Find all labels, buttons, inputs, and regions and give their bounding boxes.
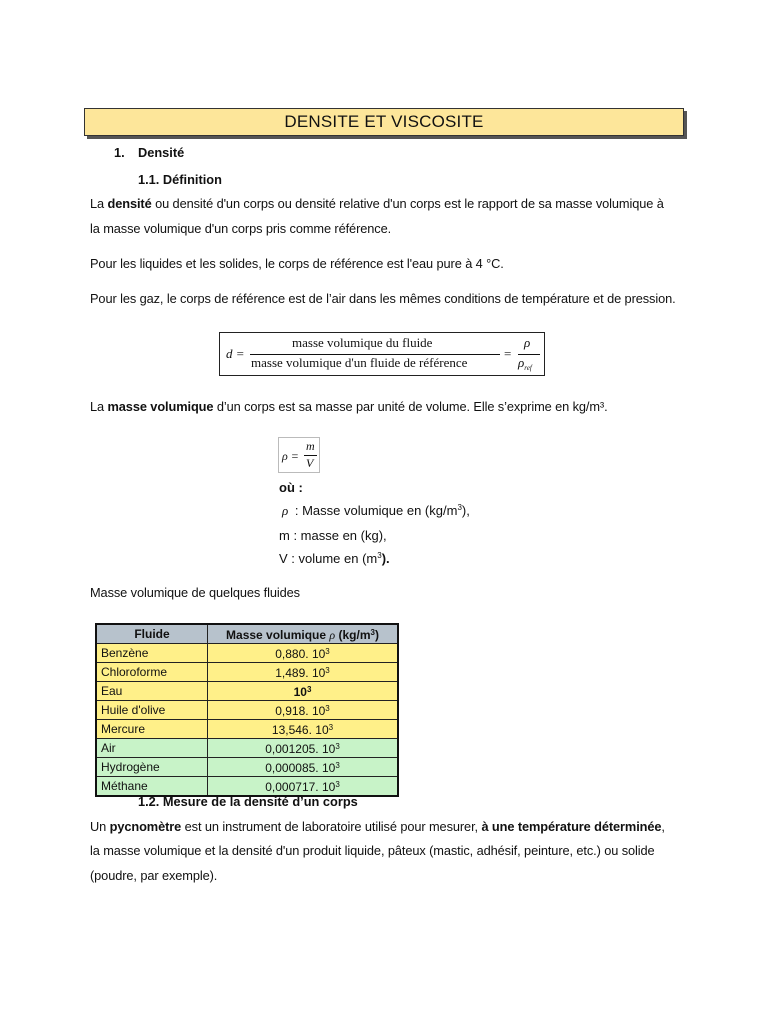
section-number: 1. bbox=[114, 145, 125, 160]
term-densite: densité bbox=[107, 196, 152, 211]
value: 0,001205. 10 bbox=[265, 742, 336, 756]
legend-rho bbox=[279, 503, 470, 519]
legend-ou: où : bbox=[279, 480, 303, 495]
pycnometre-paragraph-line3: (poudre, par exemple). bbox=[90, 868, 218, 883]
page-title-text: DENSITE ET VISCOSITE bbox=[284, 112, 484, 131]
rho-formula-lhs: ρ = bbox=[282, 449, 299, 463]
value: 1,489. 10 bbox=[275, 666, 326, 680]
definition-paragraph-line1 bbox=[90, 196, 664, 211]
cell-value bbox=[208, 644, 399, 663]
rho-symbol: ρ bbox=[518, 355, 525, 370]
text: ). bbox=[381, 551, 390, 566]
term-masse-volumique: masse volumique bbox=[107, 399, 214, 414]
superscript: 3 bbox=[370, 628, 375, 637]
value: 0,880. 10 bbox=[275, 647, 326, 661]
text: est un instrument de laboratoire utilisé pour mesurer, bbox=[181, 819, 482, 834]
paragraph-liquides: Pour les liquides et les solides, le corps de référence est l'eau pure à 4 °C. bbox=[90, 256, 504, 271]
column-header-masse-volumique bbox=[208, 624, 399, 644]
text: : Masse volumique en (kg/m bbox=[291, 503, 458, 518]
text: d’un corps est sa masse par unité de volume. Elle s’exprime en kg/m³. bbox=[213, 399, 608, 414]
value: 0,000085. 10 bbox=[265, 761, 336, 775]
formula-denominator: masse volumique d'un fluide de référence bbox=[251, 355, 468, 370]
pycnometre-paragraph-line2: la masse volumique et la densité d'un produit liquide, pâteux (mastic, adhésif, peinture, etc.) ou solide bbox=[90, 843, 655, 858]
cell-value bbox=[208, 682, 399, 701]
exponent: 3 bbox=[325, 704, 330, 713]
text: La bbox=[90, 399, 108, 414]
text: ou densité d'un corps ou densité relative d'un corps est le rapport de sa masse volumique à bbox=[151, 196, 664, 211]
text: Masse volumique bbox=[226, 628, 330, 642]
exponent: 3 bbox=[325, 666, 330, 675]
pycnometre-paragraph-line1 bbox=[90, 819, 665, 834]
text: ) bbox=[374, 628, 379, 642]
rho-symbol: ρ bbox=[282, 503, 289, 518]
text: (kg/m bbox=[335, 628, 371, 642]
definition-paragraph-line2: la masse volumique d'un corps pris comme référence. bbox=[90, 221, 392, 236]
formula-rho: ρ bbox=[524, 335, 531, 350]
table-row bbox=[96, 644, 398, 663]
value: 0,918. 10 bbox=[275, 704, 326, 718]
ref-subscript: ref bbox=[524, 364, 532, 372]
table-row bbox=[96, 663, 398, 682]
table-row bbox=[96, 682, 398, 701]
table-row bbox=[96, 701, 398, 720]
paragraph-gaz: Pour les gaz, le corps de référence est de l’air dans les mêmes conditions de température et de pression. bbox=[90, 291, 676, 306]
formula-numerator: masse volumique du fluide bbox=[292, 335, 433, 350]
cell-fluide: Air bbox=[96, 739, 208, 758]
cell-value bbox=[208, 663, 399, 682]
density-formula bbox=[219, 332, 545, 376]
cell-fluide: Méthane bbox=[96, 777, 208, 797]
exponent: 3 bbox=[325, 647, 330, 656]
cell-fluide: Huile d'olive bbox=[96, 701, 208, 720]
formula-lhs: d = bbox=[226, 346, 245, 361]
rho-symbol: ρ bbox=[329, 628, 336, 642]
fluid-density-table bbox=[95, 623, 399, 797]
cell-fluide: Hydrogène bbox=[96, 758, 208, 777]
exponent: 3 bbox=[335, 742, 340, 751]
rho-formula-den: V bbox=[306, 456, 314, 470]
value: 0,000717. 10 bbox=[265, 780, 336, 794]
subsection-heading-mesure: 1.2. Mesure de la densité d’un corps bbox=[138, 794, 358, 809]
exponent: 3 bbox=[335, 780, 340, 789]
column-header-fluide: Fluide bbox=[96, 624, 208, 644]
superscript: 3 bbox=[457, 503, 462, 512]
exponent: 3 bbox=[328, 723, 334, 732]
exponent: 3 bbox=[306, 685, 312, 694]
cell-value bbox=[208, 739, 399, 758]
table-row bbox=[96, 739, 398, 758]
text: La bbox=[90, 196, 108, 211]
cell-value bbox=[208, 758, 399, 777]
table-row bbox=[96, 720, 398, 739]
masse-volumique-paragraph bbox=[90, 399, 608, 414]
text: V : volume en (m bbox=[279, 551, 378, 566]
section-heading-densite bbox=[114, 145, 184, 160]
term-temperature: à une température déterminée bbox=[481, 819, 662, 834]
value: 10 bbox=[293, 685, 307, 699]
table-header-row bbox=[96, 624, 398, 644]
cell-fluide: Benzène bbox=[96, 644, 208, 663]
table-row bbox=[96, 758, 398, 777]
cell-fluide: Mercure bbox=[96, 720, 208, 739]
section-label: Densité bbox=[138, 145, 185, 160]
subsection-heading-definition: 1.1. Définition bbox=[138, 172, 222, 187]
legend-m: m : masse en (kg), bbox=[279, 528, 387, 543]
legend-v bbox=[279, 551, 390, 566]
formula-rho-ref bbox=[518, 355, 532, 372]
value: 13,546. 10 bbox=[271, 723, 329, 737]
exponent: 3 bbox=[335, 761, 340, 770]
text: Un bbox=[90, 819, 110, 834]
formula-eq: = bbox=[504, 346, 512, 361]
rho-formula bbox=[278, 437, 320, 473]
term-pycnometre: pycnomètre bbox=[109, 819, 182, 834]
text: , bbox=[661, 819, 665, 834]
cell-fluide: Chloroforme bbox=[96, 663, 208, 682]
text: ), bbox=[461, 503, 470, 518]
cell-value bbox=[208, 720, 399, 739]
page-title bbox=[84, 108, 684, 136]
rho-formula-num: m bbox=[306, 439, 315, 453]
table-caption: Masse volumique de quelques fluides bbox=[90, 585, 300, 600]
cell-value bbox=[208, 701, 399, 720]
cell-fluide: Eau bbox=[96, 682, 208, 701]
superscript: 3 bbox=[377, 551, 382, 560]
